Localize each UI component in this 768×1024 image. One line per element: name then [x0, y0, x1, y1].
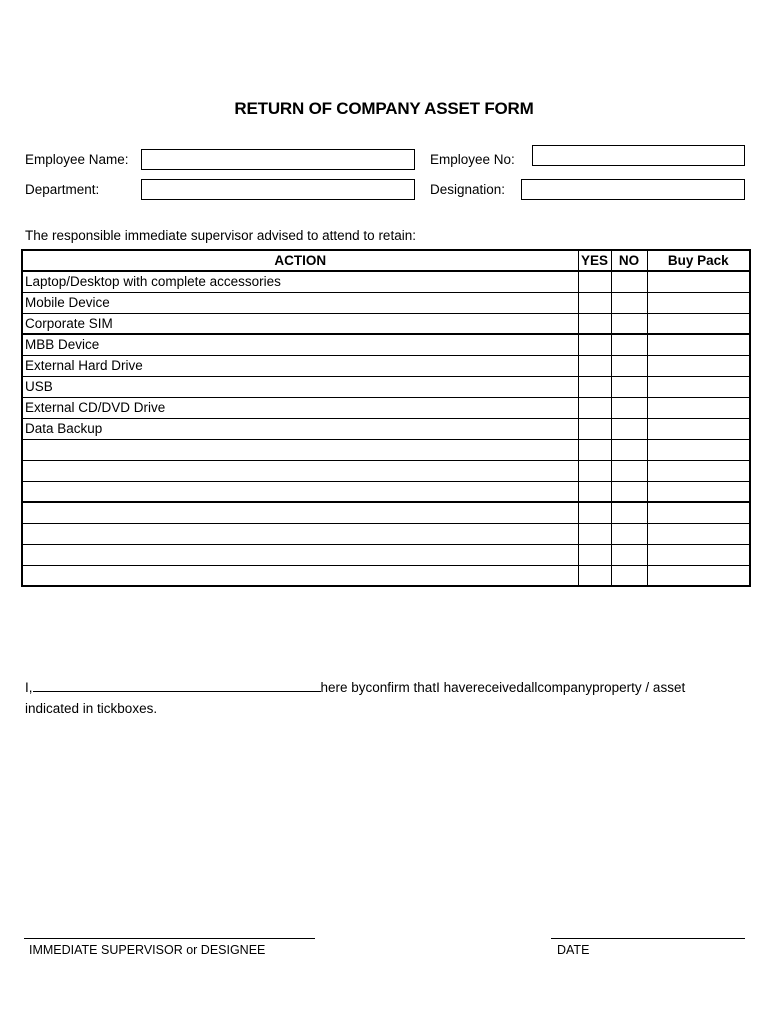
no-checkbox-cell[interactable] — [611, 334, 647, 355]
date-label: DATE — [557, 943, 590, 957]
no-checkbox-cell[interactable] — [611, 292, 647, 313]
date-signature-line[interactable] — [551, 938, 745, 939]
employee-no-label: Employee No: — [430, 152, 515, 167]
buy-pack-cell[interactable] — [647, 502, 750, 523]
asset-table — [21, 249, 751, 587]
table-header-row — [22, 250, 750, 271]
no-checkbox-cell[interactable] — [611, 313, 647, 334]
buy-pack-cell[interactable] — [647, 313, 750, 334]
yes-checkbox-cell[interactable] — [578, 271, 611, 292]
table-row — [22, 355, 750, 376]
no-checkbox-cell[interactable] — [611, 271, 647, 292]
table-row — [22, 481, 750, 502]
yes-checkbox-cell[interactable] — [578, 418, 611, 439]
table-row — [22, 271, 750, 292]
yes-checkbox-cell[interactable] — [578, 523, 611, 544]
action-cell: Data Backup — [22, 418, 578, 439]
supervisor-label: IMMEDIATE SUPERVISOR or DESIGNEE — [29, 943, 266, 957]
action-cell: MBB Device — [22, 334, 578, 355]
yes-checkbox-cell[interactable] — [578, 355, 611, 376]
header-action: ACTION — [22, 250, 578, 271]
no-checkbox-cell[interactable] — [611, 523, 647, 544]
table-row — [22, 523, 750, 544]
buy-pack-cell[interactable] — [647, 418, 750, 439]
buy-pack-cell[interactable] — [647, 523, 750, 544]
designation-field[interactable] — [521, 179, 745, 200]
table-row — [22, 460, 750, 481]
header-no: NO — [611, 250, 647, 271]
action-cell — [22, 544, 578, 565]
action-cell: Mobile Device — [22, 292, 578, 313]
header-buy-pack: Buy Pack — [647, 250, 750, 271]
table-row — [22, 397, 750, 418]
buy-pack-cell[interactable] — [647, 439, 750, 460]
employee-no-field[interactable] — [532, 145, 745, 166]
confirmation-suffix: here byconfirm thatI havereceivedallcompanyproperty / asset — [320, 680, 686, 695]
action-cell: USB — [22, 376, 578, 397]
no-checkbox-cell[interactable] — [611, 502, 647, 523]
action-cell: External Hard Drive — [22, 355, 578, 376]
action-cell — [22, 439, 578, 460]
buy-pack-cell[interactable] — [647, 544, 750, 565]
no-checkbox-cell[interactable] — [611, 439, 647, 460]
intro-text: The responsible immediate supervisor advised to attend to retain: — [25, 228, 416, 243]
action-cell — [22, 565, 578, 586]
action-cell: Corporate SIM — [22, 313, 578, 334]
yes-checkbox-cell[interactable] — [578, 481, 611, 502]
action-cell: External CD/DVD Drive — [22, 397, 578, 418]
no-checkbox-cell[interactable] — [611, 355, 647, 376]
no-checkbox-cell[interactable] — [611, 376, 647, 397]
action-cell — [22, 523, 578, 544]
employee-name-field[interactable] — [141, 149, 415, 170]
yes-checkbox-cell[interactable] — [578, 565, 611, 586]
buy-pack-cell[interactable] — [647, 334, 750, 355]
table-row — [22, 418, 750, 439]
buy-pack-cell[interactable] — [647, 460, 750, 481]
form-title: RETURN OF COMPANY ASSET FORM — [234, 99, 534, 118]
yes-checkbox-cell[interactable] — [578, 460, 611, 481]
action-cell: Laptop/Desktop with complete accessories — [22, 271, 578, 292]
header-yes: YES — [578, 250, 611, 271]
confirmation-name-blank[interactable] — [33, 677, 321, 692]
buy-pack-cell[interactable] — [647, 397, 750, 418]
action-cell — [22, 502, 578, 523]
yes-checkbox-cell[interactable] — [578, 334, 611, 355]
no-checkbox-cell[interactable] — [611, 565, 647, 586]
buy-pack-cell[interactable] — [647, 376, 750, 397]
buy-pack-cell[interactable] — [647, 355, 750, 376]
table-row — [22, 544, 750, 565]
table-row — [22, 292, 750, 313]
no-checkbox-cell[interactable] — [611, 481, 647, 502]
action-cell — [22, 481, 578, 502]
confirmation-prefix: I, — [25, 680, 33, 695]
yes-checkbox-cell[interactable] — [578, 502, 611, 523]
no-checkbox-cell[interactable] — [611, 397, 647, 418]
supervisor-signature-line[interactable] — [24, 938, 315, 939]
table-row — [22, 565, 750, 586]
no-checkbox-cell[interactable] — [611, 460, 647, 481]
action-cell — [22, 460, 578, 481]
confirmation-statement — [25, 677, 685, 695]
confirmation-line-2: indicated in tickboxes. — [25, 701, 158, 716]
employee-name-label: Employee Name: — [25, 152, 129, 167]
yes-checkbox-cell[interactable] — [578, 292, 611, 313]
buy-pack-cell[interactable] — [647, 481, 750, 502]
yes-checkbox-cell[interactable] — [578, 397, 611, 418]
buy-pack-cell[interactable] — [647, 292, 750, 313]
yes-checkbox-cell[interactable] — [578, 544, 611, 565]
department-label: Department: — [25, 182, 100, 197]
buy-pack-cell[interactable] — [647, 565, 750, 586]
yes-checkbox-cell[interactable] — [578, 439, 611, 460]
table-row — [22, 313, 750, 334]
no-checkbox-cell[interactable] — [611, 544, 647, 565]
no-checkbox-cell[interactable] — [611, 418, 647, 439]
table-row — [22, 376, 750, 397]
table-row — [22, 502, 750, 523]
table-row — [22, 439, 750, 460]
yes-checkbox-cell[interactable] — [578, 313, 611, 334]
department-field[interactable] — [141, 179, 415, 200]
designation-label: Designation: — [430, 182, 506, 197]
buy-pack-cell[interactable] — [647, 271, 750, 292]
table-row — [22, 334, 750, 355]
yes-checkbox-cell[interactable] — [578, 376, 611, 397]
